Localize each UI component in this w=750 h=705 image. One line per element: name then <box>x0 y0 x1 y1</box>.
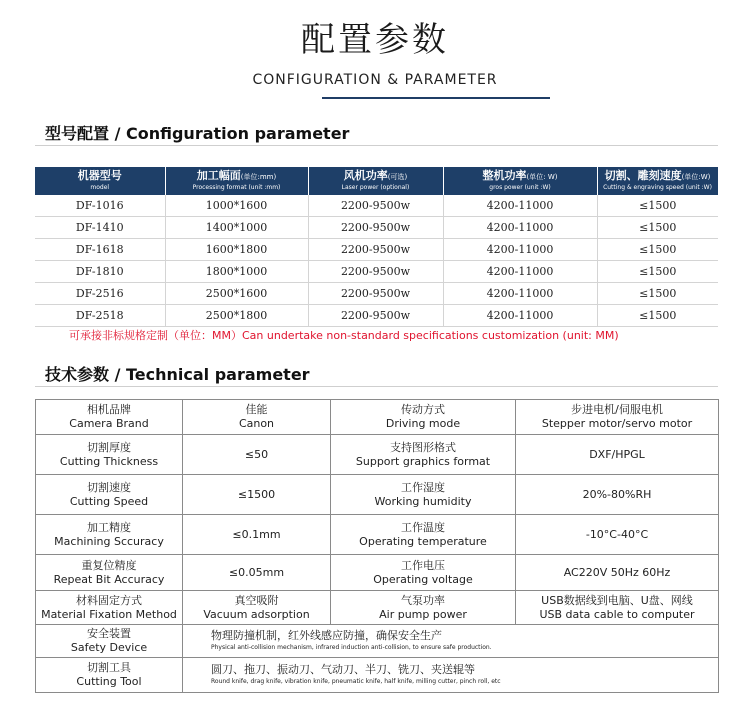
tech-label: 切割速度 Cutting Speed <box>36 475 183 515</box>
config-header-format: 加工幅面(单位:mm) Processing format (unit :mm) <box>165 167 308 195</box>
tech-value: ≤50 <box>183 435 331 475</box>
table-row: DF-1810 1800*1000 2200-9500w 4200-11000 ≤1500 <box>35 261 718 283</box>
config-header-model: 机器型号 model <box>35 167 165 195</box>
tech-value: ≤1500 <box>183 475 331 515</box>
tech-label: 工作电压 Operating voltage <box>331 555 516 591</box>
tech-value: AC220V 50Hz 60Hz <box>516 555 719 591</box>
tech-value: ≤0.1mm <box>183 515 331 555</box>
tech-label: 相机品牌 Camera Brand <box>36 400 183 435</box>
tech-section-rule <box>35 386 718 387</box>
table-row <box>36 475 719 515</box>
tech-value: USB数据线到电脑、U盘、网线 USB data cable to computer <box>516 591 719 625</box>
page-title: 配置参数 <box>301 20 449 60</box>
table-row <box>36 400 719 435</box>
tech-value: 物理防撞机制，红外线感应防撞，确保安全生产 Physical anti-collision mechanism, infrared induction anti-collision, to ensure safe production. <box>183 625 719 658</box>
tech-label: 加工精度 Machining Sccuracy <box>36 515 183 555</box>
config-header-laser-power: 风机功率(可选) Laser power (optional) <box>308 167 443 195</box>
tech-label: 切割工具 Cutting Tool <box>36 658 183 693</box>
tech-label: 材料固定方式 Material Fixation Method <box>36 591 183 625</box>
tech-value: 圆刀、拖刀、振动刀、气动刀、半刀、铣刀、夹送辊等 Round knife, drag knife, vibration knife, pneumatic knife, half knife, milling cutter, pinch roll, etc <box>183 658 719 693</box>
tech-label: 传动方式 Driving mode <box>331 400 516 435</box>
table-row <box>36 515 719 555</box>
page-subtitle: CONFIGURATION & PARAMETER <box>252 72 498 88</box>
table-row: DF-2516 2500*1600 2200-9500w 4200-11000 ≤1500 <box>35 283 718 305</box>
table-row <box>36 625 719 658</box>
tech-value: 20%-80%RH <box>516 475 719 515</box>
config-section-title: 型号配置 / Configuration parameter <box>45 124 350 143</box>
tech-label: 工作湿度 Working humidity <box>331 475 516 515</box>
tech-table <box>35 399 719 693</box>
table-row <box>36 591 719 625</box>
config-header-speed: 切割、雕刻速度(单位:W) Cutting & engraving speed (unit :W) <box>597 167 718 195</box>
config-table-header <box>35 167 718 195</box>
table-row: DF-1618 1600*1800 2200-9500w 4200-11000 ≤1500 <box>35 239 718 261</box>
subtitle-underline <box>322 97 550 99</box>
tech-label: 工作温度 Operating temperature <box>331 515 516 555</box>
tech-label: 重复位精度 Repeat Bit Accuracy <box>36 555 183 591</box>
config-header-gross-power: 整机功率(单位: W) gros power (unit :W) <box>443 167 597 195</box>
tech-label: 气泵功率 Air pump power <box>331 591 516 625</box>
table-row: DF-2518 2500*1800 2200-9500w 4200-11000 ≤1500 <box>35 305 718 327</box>
tech-label: 安全装置 Safety Device <box>36 625 183 658</box>
custom-spec-note: 可承接非标规格定制（单位：MM）Can undertake non-standard specifications customization (unit: MM) <box>69 329 619 342</box>
tech-label: 切割厚度 Cutting Thickness <box>36 435 183 475</box>
tech-value: ≤0.05mm <box>183 555 331 591</box>
table-row <box>36 658 719 693</box>
tech-value: -10°C-40°C <box>516 515 719 555</box>
tech-value: 步进电机/伺服电机 Stepper motor/servo motor <box>516 400 719 435</box>
config-table <box>35 167 719 327</box>
tech-section-title: 技术参数 / Technical parameter <box>45 365 310 384</box>
table-row <box>36 555 719 591</box>
tech-label: 支持图形格式 Support graphics format <box>331 435 516 475</box>
table-row <box>36 435 719 475</box>
table-row: DF-1410 1400*1000 2200-9500w 4200-11000 ≤1500 <box>35 217 718 239</box>
tech-value: 佳能 Canon <box>183 400 331 435</box>
table-row: DF-1016 1000*1600 2200-9500w 4200-11000 ≤1500 <box>35 195 718 217</box>
tech-value: DXF/HPGL <box>516 435 719 475</box>
tech-value: 真空吸附 Vacuum adsorption <box>183 591 331 625</box>
config-section-rule <box>35 145 718 146</box>
